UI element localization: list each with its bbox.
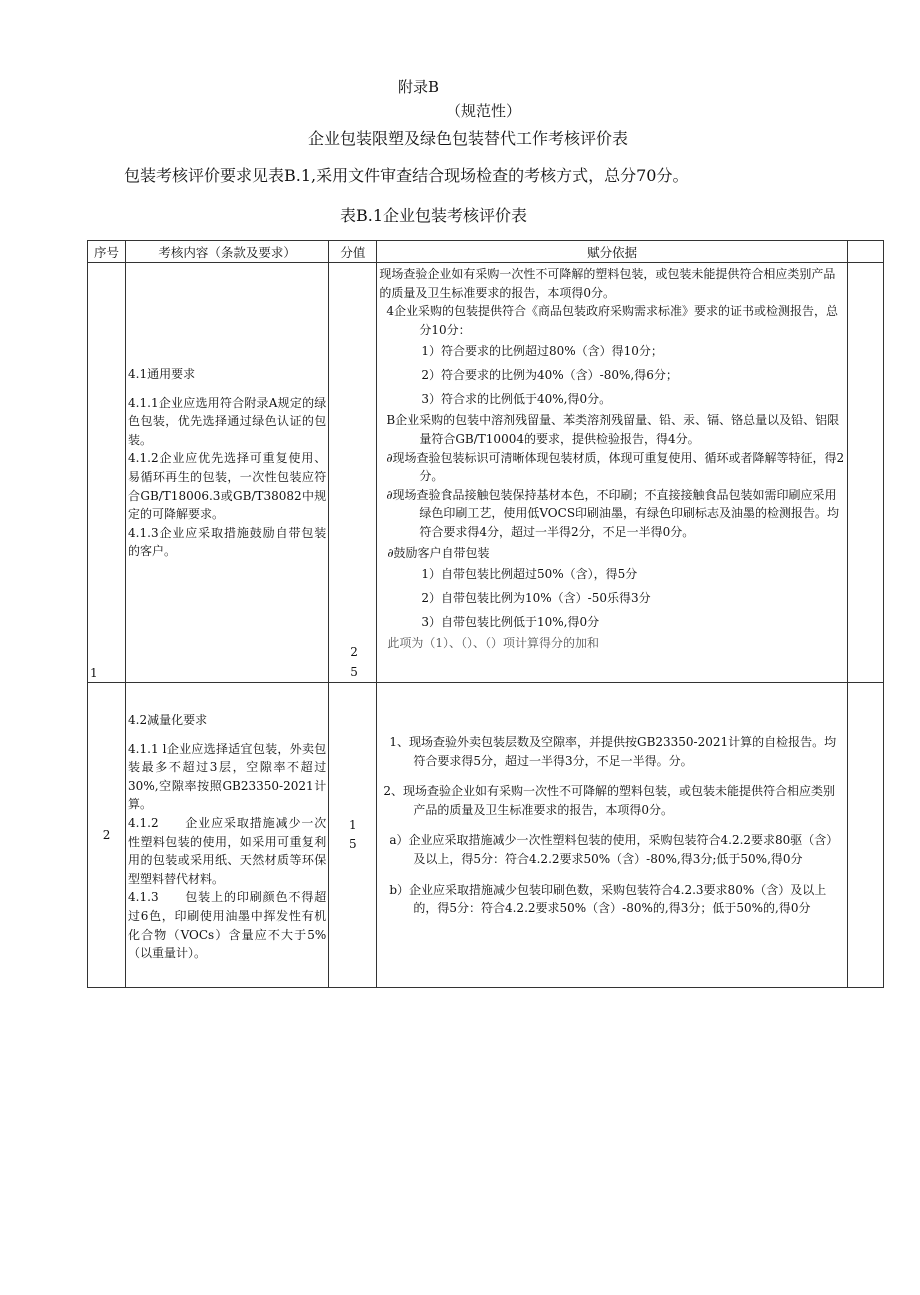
basis-text: b）企业应采取措施减少包装印刷色数，采购包装符合4.2.3要求80%（含）及以上的，得5分：符合4.2.2要求50%（含）-80%的,得3分；低于50%的,得0分 (389, 882, 827, 916)
score-digit: 5 (350, 665, 358, 679)
clause-text: 4.1.3 包装上的印刷颜色不得超过6色，印刷使用油墨中挥发性有机化合物（VOCs）含量应不大于5%（以重量计）。 (128, 890, 327, 961)
evaluation-table (87, 240, 884, 988)
clause-text: 4.1.2 企业应采取措施减少一次性塑料包装的使用，如采用可重复利用的包装或采用纸、天然材质等环保型塑料替代材料。 (128, 815, 327, 886)
basis-text: 2）符合要求的比例为40%（含）-80%,得6分； (421, 368, 678, 383)
normative-label: （规范性） (446, 102, 522, 120)
content-cell (126, 683, 329, 988)
basis-text: a）企业应采取措施减少一次性塑料包装的使用，采购包装符合4.2.2要求80驱（含）及以上，得5分：符合4.2.2要求50%（含）-80%,得3分;低于50%,得0分 (389, 833, 839, 866)
clause-text: 4.1.3企业应采取措施鼓励自带包装的客户。 (128, 525, 327, 559)
basis-text: 1、现场查验外卖包装层数及空隙率，并提供按GB23350-2021计算的自检报告。均符合要求得5分，超过一半得3分，不足一半得。分。 (389, 735, 837, 768)
basis-cell (377, 263, 848, 683)
content-cell (126, 263, 329, 683)
basis-text: 3）符合求的比例低于40%,得0分。 (421, 392, 612, 407)
empty-cell (847, 263, 883, 683)
document-title: 企业包装限塑及绿色包装替代工作考核评价表 (308, 129, 629, 148)
basis-text: 4企业采购的包装提供符合《商品包装政府采购需求标准》要求的证书或检测报告，总分10分： (386, 304, 838, 337)
score-digit: 2 (350, 645, 358, 659)
score-digit: 5 (349, 837, 357, 851)
section-heading: 4.1通用要求 (128, 367, 196, 381)
appendix-title: 附录B (398, 78, 440, 96)
clause-text: 4.1.2企业应优先选择可重复使用、易循环再生的包装，一次性包装应符合GB/T18006.3或GB/T38082中规定的可降解要求。 (128, 451, 327, 522)
basis-text: ∂现场查验食品接触包装保持基材本色，不印刷；不直接接触食品包装如需印刷应采用绿色印刷工艺，使用低VOCS印刷油墨，有绿色印刷标志及油墨的检测报告。均符合要求得4分，超过一半得2分，不足一半得0分。 (386, 487, 840, 539)
table-row (88, 263, 884, 683)
intro-paragraph: 包装考核评价要求见表B.1,采用文件审查结合现场检查的考核方式，总分70分。 (124, 166, 689, 185)
row-number: 2 (102, 828, 111, 842)
header-score: 分值 (329, 241, 377, 263)
row-number: 1 (90, 666, 98, 680)
basis-cell (377, 683, 848, 988)
header-extra (847, 241, 883, 263)
header-basis: 赋分依据 (377, 241, 848, 263)
score-digit: 1 (349, 817, 357, 832)
basis-text: ∂鼓励客户自带包装 (387, 545, 490, 560)
table-header-row (88, 241, 884, 263)
basis-text: 3）自带包装比例低于10%,得0分 (421, 615, 600, 630)
clause-text: 4.1.1 l企业应选择适宜包装，外卖包装最多不超过3层，空隙率不超过30%,空隙率按照GB23350-2021计算。 (128, 741, 327, 812)
basis-text: B企业采购的包装中溶剂残留量、苯类溶剂残留量、铅、汞、镉、铬总量以及铅、铝限量符合GB/T10004的要求，提供检验报告，得4分。 (386, 413, 840, 446)
header-no: 序号 (88, 241, 126, 263)
basis-text: 2）自带包装比例为10%（含）-50乐得3分 (421, 591, 651, 606)
header-content: 考核内容（条款及要求） (126, 241, 329, 263)
clause-text: 4.1.1企业应选用符合附录A规定的绿色包装，优先选择通过绿色认证的包装。 (128, 395, 327, 447)
empty-cell (847, 683, 883, 988)
basis-text: 1）自带包装比例超过50%（含），得5分 (421, 567, 638, 582)
score-cell (329, 263, 377, 683)
row-number-cell (88, 683, 126, 988)
section-heading: 4.2减量化要求 (128, 713, 208, 727)
basis-text: ∂现场查验包装标识可清晰体现包装材质，体现可重复使用、循环或者降解等特征，得2分。 (386, 450, 845, 484)
basis-text: 现场查验企业如有采购一次性不可降解的塑料包装，或包装未能提供符合相应类别产品的质量及卫生标准要求的报告，本项得0分。 (379, 267, 836, 300)
table-caption: 表B.1企业包装考核评价表 (340, 206, 528, 225)
basis-text: 1）符合要求的比例超过80%（含）得10分； (421, 344, 663, 359)
score-cell (329, 683, 377, 988)
basis-text: 此项为（1）、（）、（）项计算得分的加和 (387, 636, 599, 651)
table-row (88, 683, 884, 988)
basis-text: 2、现场查验企业如有采购一次性不可降解的塑料包装，或包装未能提供符合相应类别产品的质量及卫生标准要求的报告，本项得0分。 (383, 784, 835, 817)
row-number-cell (88, 263, 126, 683)
